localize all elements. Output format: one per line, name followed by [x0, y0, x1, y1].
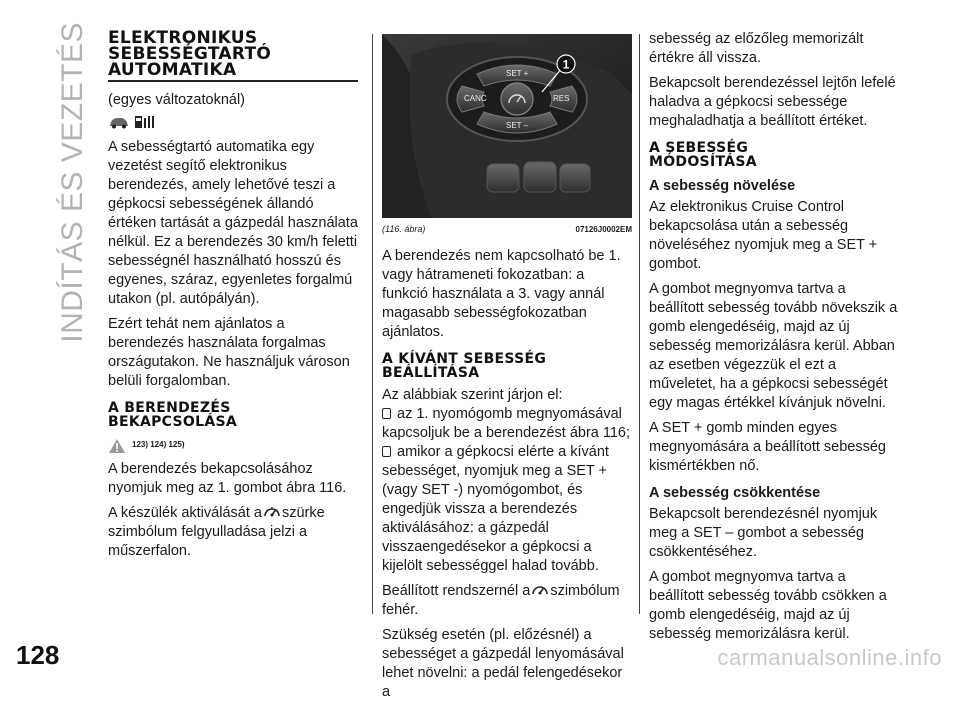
paragraph: Az elektronikus Cruise Control bekapcsolása után a sebesség növeléséhez nyomjuk meg a SET + gombot. [649, 199, 878, 272]
figure-caption-code: 07126J0002EM [575, 225, 632, 234]
paragraph: Szükség esetén (pl. előzésnél) a sebességet a gázpedál lenyomásával lehet növelni: a pedál felengedésekor a [382, 627, 624, 700]
heading-rule [108, 80, 358, 82]
paragraph: A gombot megnyomva tartva a beállított sebesség tovább csökken a gomb elengedéséig, majd az új sebesség memorizálásra kerül. [649, 569, 887, 642]
column-divider-1 [372, 34, 373, 614]
column-2 [382, 34, 632, 708]
column-3 [649, 30, 899, 650]
car-variant-icon [108, 115, 130, 129]
paragraph: Bekapcsolt berendezésnél nyomjuk meg a SET – gombot a sebesség csökkentéséhez. [649, 506, 878, 560]
subheading: A SEBESSÉG MÓDOSÍTÁSA [649, 140, 757, 170]
figure-caption [382, 220, 632, 239]
paragraph: A sebességtartó automatika egy vezetést segítő elektronikus berendezés, amely lehetővé teszi a gépkocsi sebességének állandó értéken tartását a gázpedál használata nélkül. Ez a berendezés 30 km/h feletti sebességnél használható hosszú és egyenes, száraz, egyenletes forgalmú utakon (pl. autópályán). [108, 139, 358, 307]
steering-wheel-illustration [382, 34, 632, 218]
bullet-item: az 1. nyomógomb megnyomásával kapcsoljuk be a berendezést ábra 116; [382, 406, 631, 441]
chapter-side-title-text: INDÍTÁS ÉS VEZETÉS [56, 22, 89, 343]
figure-callout-text: 1 [562, 57, 570, 72]
bullet-box-icon [382, 446, 391, 457]
section-heading: ELEKTRONIKUS SEBESSÉGTARTÓ AUTOMATIKA [108, 28, 272, 80]
paragraph: A készülék aktiválását a szürke szimbólum felgyulladása jelzi a műszerfalon. [108, 505, 325, 559]
paragraph: Ezért tehát nem ajánlatos a berendezés használata forgalmas országutakon. Ne használjuk városon belüli forgalomban. [108, 316, 350, 389]
bullet-item: amikor a gépkocsi elérte a kívánt sebességet, nyomjuk meg a SET + (vagy SET -) nyomógombot, és engedjük vissza a berendezés aktiválásához: a gázpedál visszaengedésekor a gépkocsi a kijelölt sebességgel halad tovább. [382, 444, 609, 574]
fuel-pump-icon [134, 114, 158, 130]
paragraph: A berendezés bekapcsolásához nyomjuk meg az 1. gombot ábra 116. [108, 461, 347, 496]
figure-caption-number: (116. ábra) [382, 224, 426, 234]
paragraph: A gombot megnyomva tartva a beállított sebesség tovább növekszik a gomb elengedéséig, majd az új sebesség memorizálásra kerül. Abban az esetben végezzük el ezt a műveletet, ha a gépkocsi sebességét egy magas értékkel kívánjuk növelni. [649, 281, 898, 411]
cruise-control-symbol-icon [263, 504, 281, 520]
cruise-control-symbol-icon [531, 582, 549, 598]
paragraph: Beállított rendszernél a szimbólum fehér. [382, 583, 620, 618]
paragraph: A berendezés nem kapcsolható be 1. vagy hátrameneti fokozatban: a funkció használata a 3. vagy annál magasabb sebességfokozatban ajánlatos. [382, 248, 621, 340]
figure-label-set-plus: SET + [506, 69, 529, 78]
page-number: 128 [16, 640, 60, 670]
warning-refs: 123) 124) 125) [132, 440, 185, 449]
variant-icons [108, 114, 358, 130]
column-divider-2 [639, 34, 640, 614]
subheading: A BERENDEZÉS BEKAPCSOLÁSA [108, 400, 237, 430]
subsubheading: A sebesség növelése [649, 178, 796, 194]
warning-reference [108, 435, 358, 454]
figure-label-canc: CANC [464, 94, 487, 103]
paragraph: A SET + gomb minden egyes megnyomására a beállított sebesség kismértékben nő. [649, 420, 886, 474]
figure-label-set-minus: SET – [506, 121, 529, 130]
watermark: carmanualsonline.info [717, 645, 942, 670]
subsubheading: A sebesség csökkentése [649, 485, 821, 501]
paragraph: sebesség az előzőleg memorizált értékre áll vissza. [649, 31, 864, 66]
warning-triangle-icon [108, 438, 126, 454]
figure-label-res: RES [553, 94, 570, 103]
bullet-box-icon [382, 408, 391, 419]
column-1 [108, 30, 358, 567]
paragraph: Bekapcsolt berendezéssel lejtőn lefelé haladva a gépkocsi sebessége meghaladhatja a beállított értéket. [649, 75, 896, 129]
steering-wheel-figure [382, 34, 632, 218]
variants-note: (egyes változatoknál) [108, 92, 246, 108]
paragraph: Az alábbiak szerint járjon el: [382, 387, 563, 403]
subheading: A KÍVÁNT SEBESSÉG BEÁLLÍTÁSA [382, 351, 547, 381]
